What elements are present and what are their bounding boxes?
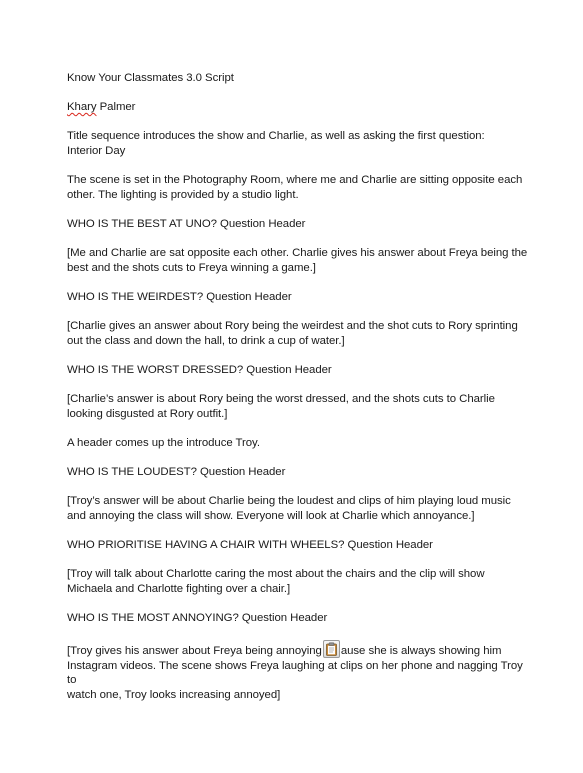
author-line xyxy=(67,100,529,115)
author-last-name: Palmer xyxy=(96,101,136,114)
paragraph-line: [Troy will talk about Charlotte caring the most about the chairs and the clip will show xyxy=(67,568,485,581)
paragraph-line: looking disgusted at Rory outfit.] xyxy=(67,407,228,420)
script-paragraph xyxy=(67,173,529,202)
script-paragraph xyxy=(67,290,529,305)
paragraph-line: Interior Day xyxy=(67,144,126,157)
paragraph-line: other. The lighting is provided by a studio light. xyxy=(67,188,299,201)
script-paragraph xyxy=(67,538,529,553)
paragraph-line: out the class and down the hall, to drink a cup of water.] xyxy=(67,334,345,347)
paragraph-line: best and the shots cuts to Freya winning a game.] xyxy=(67,261,316,274)
script-paragraph xyxy=(67,246,529,275)
paragraph-line: WHO PRIORITISE HAVING A CHAIR WITH WHEELS? Question Header xyxy=(67,539,433,551)
paragraph-line: WHO IS THE LOUDEST? Question Header xyxy=(67,466,286,479)
paragraph-line: [Charlie gives an answer about Rory being the weirdest and the shot cuts to Rory sprinting xyxy=(67,320,518,333)
script-paragraph xyxy=(67,436,529,451)
paragraph-line: WHO IS THE WEIRDEST? Question Header xyxy=(67,290,292,303)
paragraph-line: Instagram videos. The scene shows Freya laughing at clips on her phone and nagging Troy to xyxy=(67,659,523,687)
paragraph-line: WHO IS THE MOST ANNOYING? Question Header xyxy=(67,611,328,624)
paragraph-list xyxy=(67,129,529,625)
script-paragraph xyxy=(67,611,529,626)
paragraph-troy-annoying xyxy=(67,640,529,702)
paragraph-line: WHO IS THE BEST AT UNO? Question Header xyxy=(67,217,306,230)
document-body[interactable] xyxy=(67,71,529,717)
paragraph-line: WHO IS THE WORST DRESSED? Question Header xyxy=(67,363,332,376)
paragraph-line: [Troy’s answer will be about Charlie being the loudest and clips of him playing loud music xyxy=(67,495,511,508)
script-paragraph xyxy=(67,465,529,480)
paragraph-line xyxy=(67,640,529,659)
paragraph-line: and annoying the class will show. Everyone will look at Charlie which annoyance.] xyxy=(67,509,475,522)
paragraph-line: A header comes up the introduce Troy. xyxy=(67,436,260,449)
paragraph-line: watch one, Troy looks increasing annoyed] xyxy=(67,688,281,701)
paragraph-line: [Charlie’s answer is about Rory being the worst dressed, and the shots cuts to Charlie xyxy=(67,393,495,406)
script-paragraph xyxy=(67,129,529,158)
paragraph-line: Title sequence introduces the show and Charlie, as well as asking the first question: xyxy=(67,130,485,143)
clipboard-icon[interactable] xyxy=(323,640,340,658)
script-paragraph xyxy=(67,217,529,232)
author-first-name-misspelled[interactable]: Khary xyxy=(67,101,97,114)
paragraph-line: The scene is set in the Photography Room, where me and Charlie are sitting opposite each xyxy=(67,174,523,187)
line-text-after-icon: ause she is always showing him xyxy=(340,645,502,658)
script-paragraph xyxy=(67,392,529,421)
script-paragraph xyxy=(67,567,529,596)
script-paragraph xyxy=(67,494,529,523)
line-text-before-icon: [Troy gives his answer about Freya being annoying xyxy=(67,645,322,658)
document-title: Know Your Classmates 3.0 Script xyxy=(67,72,234,84)
paragraph-line: Michaela and Charlotte fighting over a chair.] xyxy=(67,582,291,595)
paragraph-line: [Me and Charlie are sat opposite each other. Charlie gives his answer about Freya being the xyxy=(67,247,528,260)
script-paragraph xyxy=(67,319,529,348)
script-paragraph xyxy=(67,363,529,378)
